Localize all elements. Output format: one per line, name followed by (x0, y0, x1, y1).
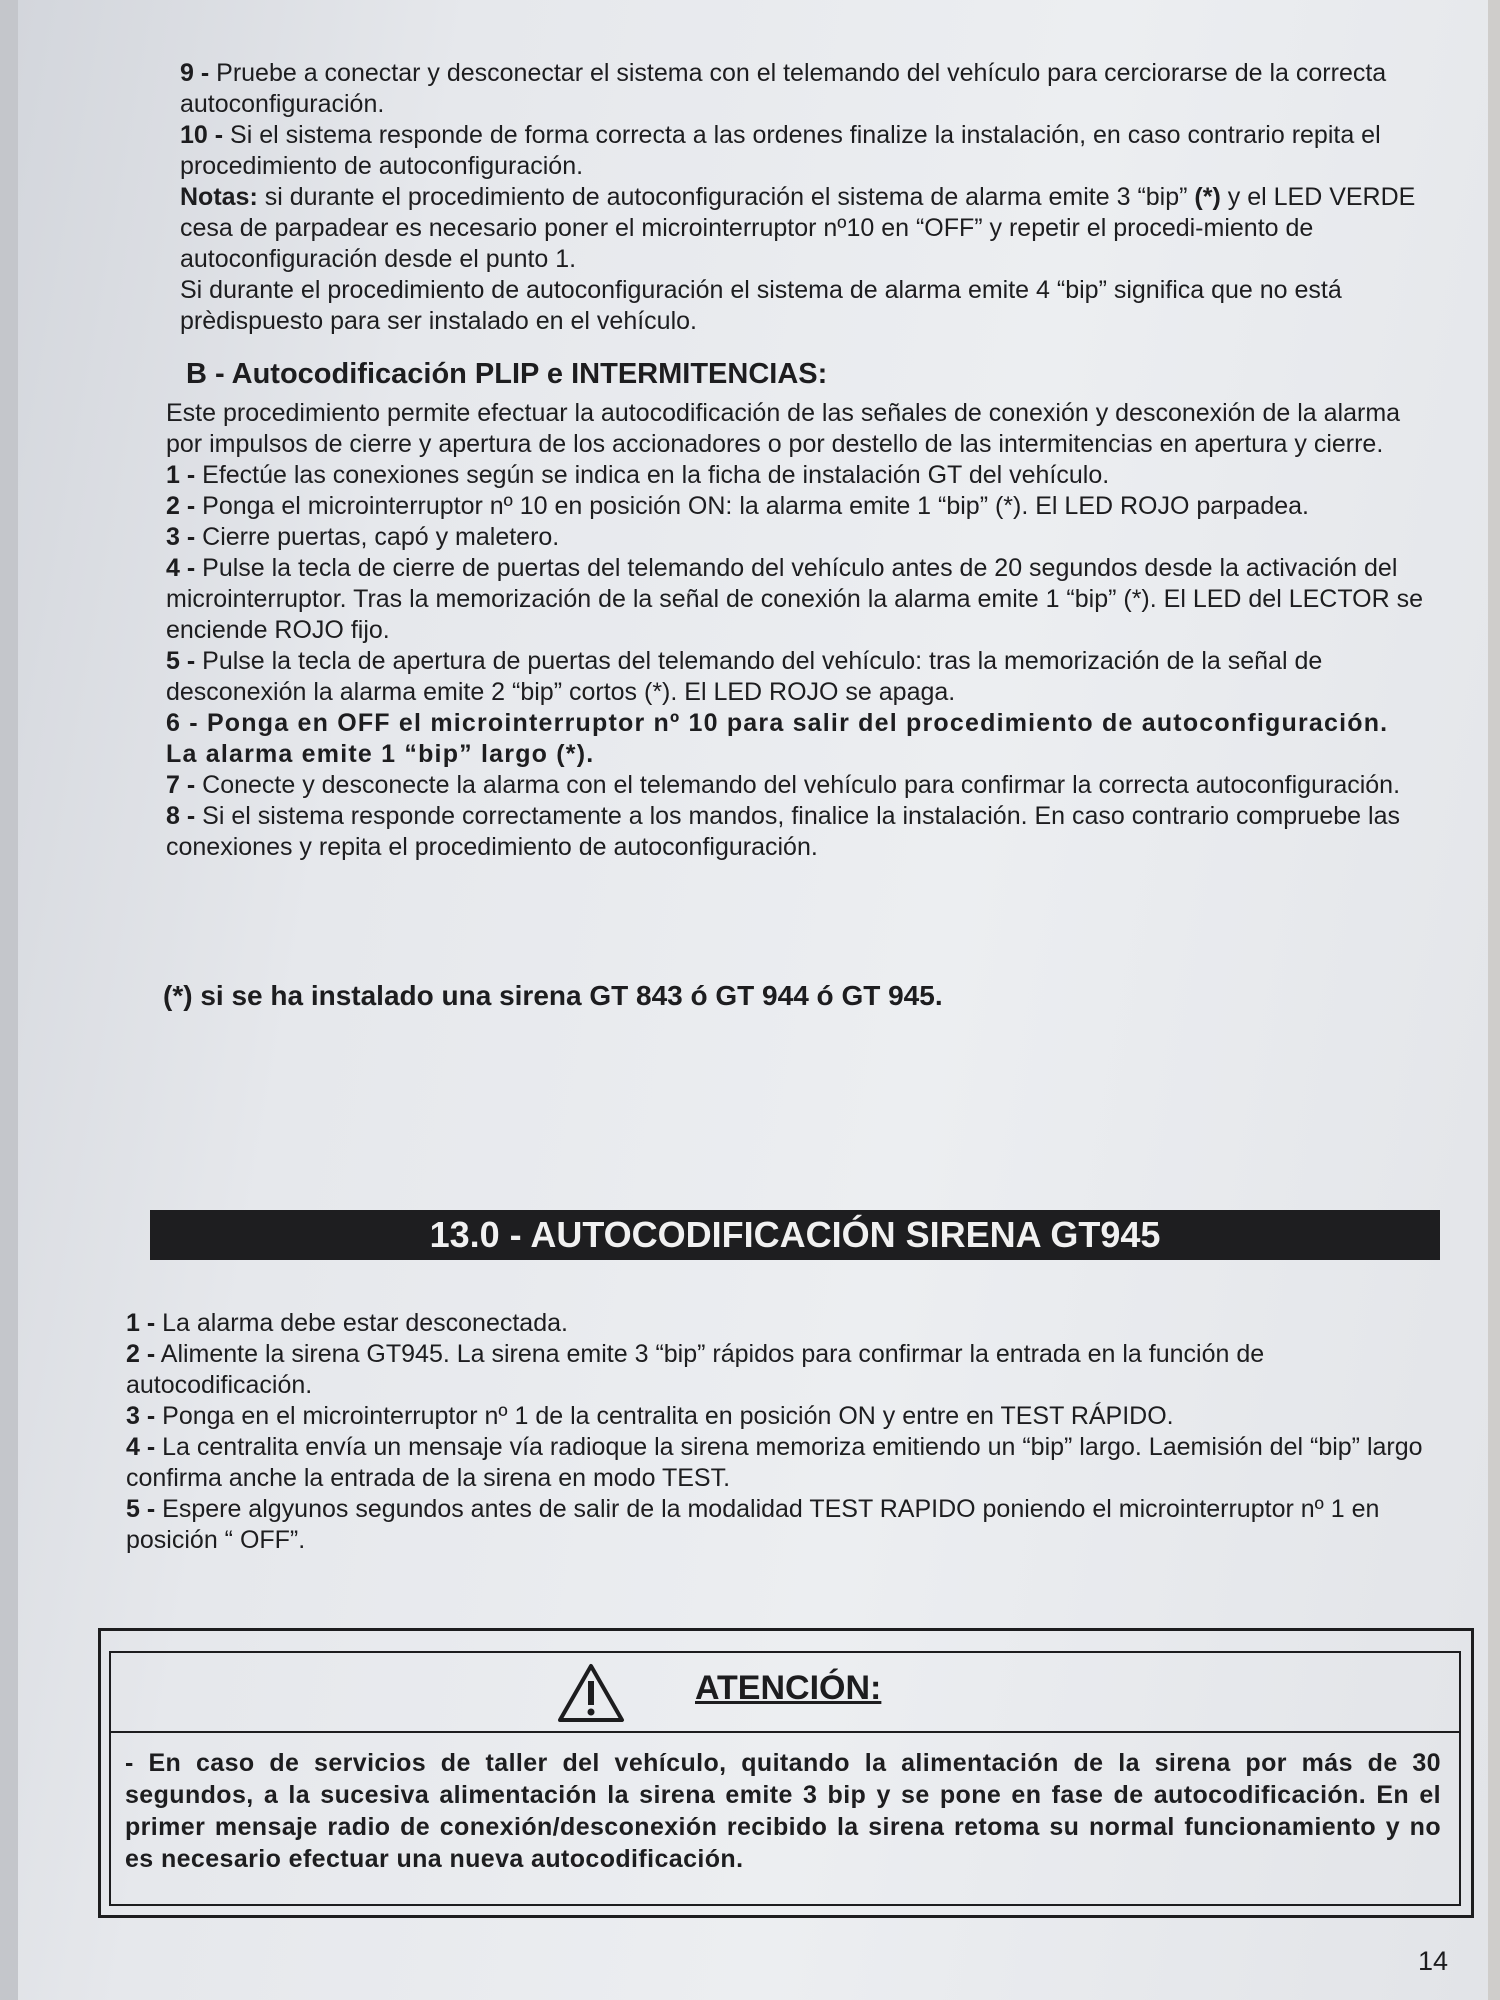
section-13-step: 3 - Ponga en el microinterruptor nº 1 de la centralita en posición ON y entre en TEST RÁPIDO. (126, 1402, 1174, 1430)
attention-header (111, 1653, 1459, 1733)
page-number: 14 (1418, 1946, 1449, 1976)
section-b-heading: B - Autocodificación PLIP e INTERMITENCIAS: (186, 358, 828, 390)
section-13-step: 2 - Alimente la sirena GT945. La sirena emite 3 “bip” rápidos para confirmar la entrada en la función de autocodificación. (126, 1340, 1265, 1399)
section-13-step: 1 - La alarma debe estar desconectada. (126, 1309, 568, 1337)
attention-box (98, 1628, 1474, 1918)
notes-paragraph-2: Si durante el procedimiento de autoconfiguración el sistema de alarma emite 4 “bip” significa que no está prèdispuesto para ser instalado en el vehículo. (180, 276, 1342, 335)
section-13-block (126, 1308, 1446, 1556)
section-13-step: 4 - La centralita envía un mensaje vía radioque la sirena memoriza emitiendo un “bip” largo. Laemisión del “bip” largo confirma anche la entrada de la sirena en modo TEST. (126, 1433, 1423, 1492)
section-b-intro: Este procedimiento permite efectuar la autocodificación de las señales de conexión y desconexión de la alarma por impulsos de cierre y apertura de los accionadores o por destello de las intermitencias en apertura y cierre. (166, 399, 1401, 458)
siren-footnote: (*) si se ha instalado una sirena GT 843 ó GT 944 ó GT 945. (163, 980, 943, 1011)
attention-text: - En caso de servicios de taller del vehículo, quitando la alimentación de la sirena por más de 30 segundos, a la sucesiva alimentación la sirena emite 3 bip y se pone en fase de autocodificación. En el primer mensaje radio de conexión/desconexión recibido la sirena retoma su normal funcionamiento y no es necesario efectuar una nueva autocodificación. (125, 1749, 1441, 1873)
section-b-step: 7 - Conecte y desconecte la alarma con el telemando del vehículo para confirmar la correcta autoconfiguración. (166, 771, 1401, 799)
section-13-title-bar: 13.0 - AUTOCODIFICACIÓN SIRENA GT945 (150, 1210, 1440, 1260)
section-b-step: 1 - Efectúe las conexiones según se indica en la ficha de instalación GT del vehículo. (166, 461, 1110, 489)
top-steps-block (180, 58, 1420, 337)
manual-page (18, 0, 1488, 2000)
section-b-step: 3 - Cierre puertas, capó y maletero. (166, 523, 560, 551)
section-b-step: 8 - Si el sistema responde correctamente a los mandos, finalice la instalación. En caso contrario compruebe las conexiones y repita el procedimiento de autoconfiguración. (166, 802, 1400, 861)
section-b-step: 2 - Ponga el microinterruptor nº 10 en posición ON: la alarma emite 1 “bip” (*). El LED ROJO parpadea. (166, 492, 1309, 520)
section-b-step: 4 - Pulse la tecla de cierre de puertas del telemando del vehículo antes de 20 segundos desde la activación del microinterruptor. Tras la memorización de la señal de conexión la alarma emite 1 “bip” (*). El LED del LECTOR se enciende ROJO fijo. (166, 554, 1424, 644)
warning-triangle-icon (557, 1663, 625, 1723)
section-13-step: 5 - Espere algyunos segundos antes de salir de la modalidad TEST RAPIDO poniendo el microinterruptor nº 1 en posición “ OFF”. (126, 1495, 1380, 1554)
attention-inner-frame (109, 1651, 1461, 1906)
attention-title: ATENCIÓN: (695, 1669, 882, 1707)
section-b-step: 5 - Pulse la tecla de apertura de puertas del telemando del vehículo: tras la memorización de la señal de desconexión la alarma emite 2 “bip” cortos (*). El LED ROJO se apaga. (166, 647, 1323, 706)
step-10: 10 - Si el sistema responde de forma correcta a las ordenes finalize la instalación, en caso contrario repita el procedimiento de autoconfiguración. (180, 121, 1381, 180)
notes-paragraph: Notas: si durante el procedimiento de autoconfiguración el sistema de alarma emite 3 “bip” (*) y el LED VERDE cesa de parpadear es necesario poner el microinterruptor nº10 en “OFF” y repetir el procedi-miento de autoconfiguración desde el punto 1. (180, 183, 1416, 273)
section-b-step-bold: 6 - Ponga en OFF el microinterruptor nº 10 para salir del procedimiento de autoconfiguración. La alarma emite 1 “bip” largo (*). (166, 709, 1389, 768)
step-9: 9 - Pruebe a conectar y desconectar el sistema con el telemando del vehículo para cerciorarse de la correcta autoconfiguración. (180, 59, 1387, 118)
section-b-block (166, 398, 1428, 863)
